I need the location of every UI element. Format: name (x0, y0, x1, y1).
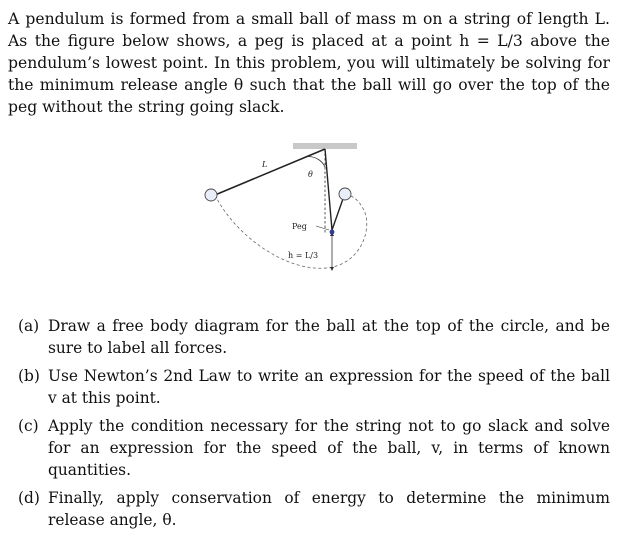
problem-statement: A pendulum is formed from a small ball of mass m on a string of length L. As the figure below shows, a peg is placed at a point h = L/3 above the pendulum’s lowest point. In this problem, you will ultimately be solving for the minimum release angle θ such that the ball will go over the top of the peg without the string going slack. (8, 10, 610, 116)
h-arrowhead-down (330, 267, 334, 271)
peg (330, 230, 335, 235)
part-text: Use Newton’s 2nd Law to write an expression for the speed of the ball v at this point. (48, 367, 610, 407)
part-b (18, 365, 610, 409)
part-text: Apply the condition necessary for the string not to go slack and solve for an expression for the speed of the ball, v, in terms of known quantities. (48, 417, 610, 479)
part-label: (c) (18, 417, 39, 435)
string-segment-lower (325, 149, 332, 230)
part-text: Draw a free body diagram for the ball at the top of the circle, and be sure to label all forces. (48, 317, 610, 357)
peg-pointer (316, 226, 329, 230)
part-a (18, 315, 610, 359)
part-label: (d) (18, 489, 40, 507)
part-text: Finally, apply conservation of energy to determine the minimum release angle, θ. (48, 489, 610, 529)
pendulum-diagram (190, 136, 380, 286)
string-segment-upper (332, 196, 344, 230)
label-theta: θ (308, 170, 313, 179)
ball-over-peg (339, 188, 351, 200)
label-peg: Peg (292, 222, 307, 231)
part-c (18, 415, 610, 481)
part-label: (a) (18, 317, 40, 335)
label-length: L (262, 160, 268, 169)
theta-arc (309, 157, 325, 167)
label-h: h = L/3 (288, 251, 319, 260)
part-d (18, 487, 610, 531)
pendulum-figure (190, 136, 380, 286)
question-parts (18, 315, 610, 537)
ceiling-support (293, 143, 357, 149)
part-label: (b) (18, 367, 40, 385)
ball-released (205, 189, 217, 201)
